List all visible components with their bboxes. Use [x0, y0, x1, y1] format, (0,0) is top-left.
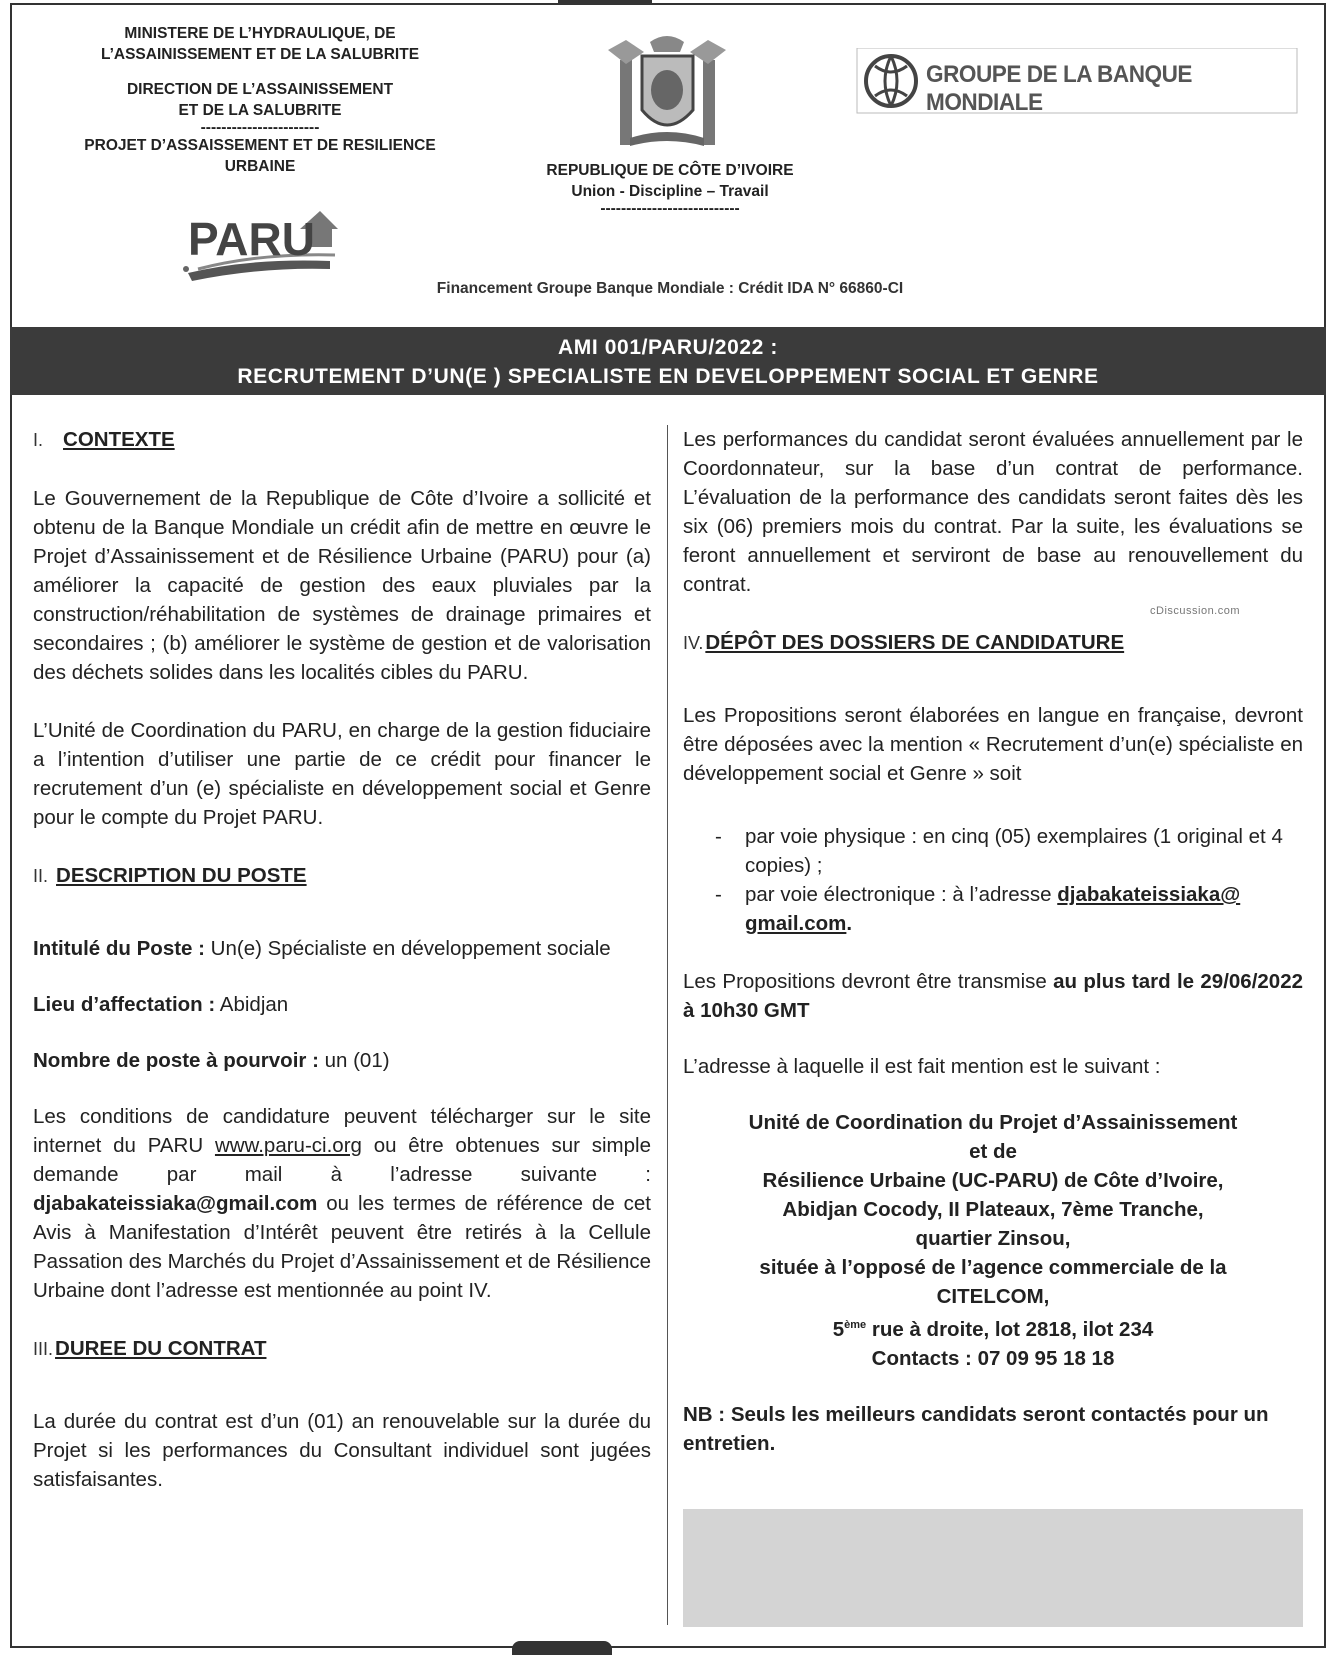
- title-banner: [10, 327, 1326, 395]
- contexte-paragraph-2: L’Unité de Coordination du PARU, en charge de la gestion fiduciaire a l’intention d’utiliser une partie de ce crédit pour financer le recrutement d’un (e) spécialiste en développement social et Genre pour le compte du Projet PARU.: [33, 719, 651, 829]
- contexte-paragraph-1: Le Gouvernement de la Republique de Côte d’Ivoire a sollicité et obtenu de la Banque Mondiale un crédit afin de mettre en œuvre le Projet d’Assainissement et de Résilience Urbaine (PARU) pour (a) améliorer la capacité de gestion des eaux pluviales par la construction/réhabilitation de systèmes de drainage primaires et secondaires ; (b) améliorer le système de gestion et de valorisation des déchets solides dans les localités cibles du PARU.: [33, 487, 651, 684]
- address-intro: L’adresse à laquelle il est fait mention est le suivant :: [683, 1055, 1161, 1078]
- conditions-text: ou les termes de référence de cet Avis à Manifestation d’Intérêt peuvent être retirés à la Cellule Passation des Marchés du Projet d’Assainissement et de Résilience Urbaine dont l’adresse est mentionnée au point IV.: [33, 1192, 651, 1302]
- nombre-value: un (01): [318, 1049, 390, 1072]
- address-line: située à l’opposé de l’agence commerciale de la: [759, 1256, 1227, 1279]
- street-number: 5: [832, 1317, 845, 1341]
- nombre-label: Nombre de poste à pourvoir :: [33, 1049, 319, 1072]
- section-number: IV.: [683, 633, 704, 653]
- address-line: quartier Zinsou,: [915, 1227, 1071, 1250]
- address-line: et de: [969, 1140, 1017, 1163]
- deadline-paragraph: [683, 967, 1303, 1025]
- list-item: [683, 822, 1303, 880]
- paru-logo-text: PARU: [188, 213, 315, 265]
- ministry-header: [60, 23, 460, 177]
- duree-paragraph: La durée du contrat est d’un (01) an renouvelable sur la durée du Projet si les performances du Consultant individuel sont jugées satisfaisantes.: [33, 1410, 651, 1491]
- banner-title: RECRUTEMENT D’UN(E ) SPECIALISTE EN DEVELOPPEMENT SOCIAL ET GENRE: [237, 365, 1099, 388]
- republic-name: REPUBLIQUE DE CÔTE D’IVOIRE: [546, 162, 794, 179]
- performance-paragraph: Les performances du candidat seront évaluées annuellement par le Coordonnateur, sur la base d’un contrat de performance. L’évaluation de la performance des candidats seront faites dès les six (06) premiers mois du contrat. Par la suite, les évaluations se feront annuellement et serviront de base au renouvellement du contrat.: [683, 428, 1303, 596]
- republic-motto: Union - Discipline – Travail: [571, 183, 769, 200]
- project-line-1: PROJET D’ASSAISSEMENT ET DE RESILIENCE: [84, 137, 436, 154]
- right-column: [683, 425, 1303, 1458]
- project-line-2: URBAINE: [224, 158, 296, 175]
- address-line: [683, 1311, 1303, 1344]
- financement-line: Financement Groupe Banque Mondiale : Crédit IDA N° 66860-CI: [436, 280, 904, 297]
- address-line: CITELCOM,: [936, 1285, 1050, 1308]
- street-rest: rue à droite, lot 2818, ilot 234: [866, 1317, 1154, 1341]
- world-bank-label: GROUPE DE LA BANQUE MONDIALE: [926, 61, 1192, 116]
- republic-header: [520, 160, 820, 216]
- address-line: Résilience Urbaine (UC-PARU) de Côte d’Ivoire,: [762, 1169, 1224, 1192]
- watermark: cDiscussion.com: [1150, 605, 1241, 617]
- paru-logo: [180, 203, 345, 283]
- section-depot-heading: [683, 628, 1303, 658]
- section-duree-heading: [33, 1334, 651, 1364]
- section-title: DESCRIPTION DU POSTE: [56, 864, 307, 887]
- republic-separator: ---------------------------: [600, 200, 740, 217]
- banner-reference: AMI 001/PARU/2022 :: [558, 336, 778, 359]
- lieu-label: Lieu d’affectation :: [33, 993, 216, 1016]
- section-title: DÉPÔT DES DOSSIERS DE CANDIDATURE: [705, 631, 1125, 654]
- street-suffix: ème: [844, 1319, 867, 1331]
- intitule-label: Intitulé du Poste :: [33, 937, 205, 960]
- lieu-line: [33, 990, 651, 1019]
- header-separator: -----------------------: [200, 119, 320, 136]
- address-block: [683, 1108, 1303, 1373]
- address-line: Unité de Coordination du Projet d’Assainissement: [748, 1111, 1238, 1134]
- contact-email[interactable]: djabakateissiaka@gmail.com: [33, 1192, 318, 1215]
- conditions-text: Les conditions de candidature peuvent télécharger sur le site internet du PARU: [33, 1105, 651, 1157]
- section-number: II.: [33, 866, 49, 886]
- deadline-text: Les Propositions devront être transmise: [683, 970, 1054, 993]
- gray-placeholder-box: [683, 1509, 1303, 1627]
- intitule-value: Un(e) Spécialiste en développement sociale: [204, 937, 611, 960]
- nombre-line: [33, 1046, 651, 1075]
- coat-of-arms-icon: [600, 30, 735, 152]
- conditions-paragraph: [33, 1102, 651, 1305]
- conditions-text: ou être obtenues sur simple demande par mail à l’adresse suivante :: [33, 1134, 651, 1186]
- column-divider: [667, 425, 668, 1625]
- section-contexte-heading: [33, 425, 651, 455]
- section-description-heading: [33, 861, 651, 891]
- section-number: III.: [33, 1339, 54, 1359]
- left-column: [33, 425, 651, 1494]
- list-item-text: .: [846, 912, 853, 935]
- bottom-tab-mark: [512, 1641, 612, 1655]
- list-item: [683, 880, 1303, 938]
- ministry-line-1: MINISTERE DE L’HYDRAULIQUE, DE: [124, 25, 396, 42]
- submission-methods-list: [683, 822, 1303, 938]
- depot-paragraph: Les Propositions seront élaborées en langue en française, devront être déposées avec la mention « Recrutement d’un(e) spécialiste en développement social et Genre » soit: [683, 704, 1303, 785]
- intitule-line: [33, 934, 651, 963]
- section-title: CONTEXTE: [63, 428, 175, 451]
- address-line: Abidjan Cocody, II Plateaux, 7ème Tranche,: [782, 1198, 1204, 1221]
- section-number: I.: [33, 430, 44, 450]
- section-title: DUREE DU CONTRAT: [55, 1337, 267, 1360]
- list-item-text: par voie physique : en cinq (05) exemplaires (1 original et 4 copies) ;: [745, 825, 1283, 877]
- direction-line-1: DIRECTION DE L’ASSAINISSEMENT: [126, 81, 394, 98]
- submission-email[interactable]: djabakateissiaka@ gmail.com: [745, 883, 1241, 935]
- list-item-text: par voie électronique : à l’adresse: [745, 883, 1058, 906]
- paru-website-link[interactable]: www.paru-ci.org: [214, 1134, 362, 1157]
- deadline-date: au plus tard le 29/06/2022 à 10h30 GMT: [683, 970, 1303, 1022]
- lieu-value: Abidjan: [215, 993, 289, 1016]
- nb-note: NB : Seuls les meilleurs candidats seront contactés pour un entretien.: [683, 1402, 1269, 1455]
- direction-line-2: ET DE LA SALUBRITE: [178, 102, 342, 119]
- contact-phone: Contacts : 07 09 95 18 18: [871, 1346, 1115, 1370]
- ministry-line-2: L’ASSAINISSEMENT ET DE LA SALUBRITE: [100, 46, 420, 63]
